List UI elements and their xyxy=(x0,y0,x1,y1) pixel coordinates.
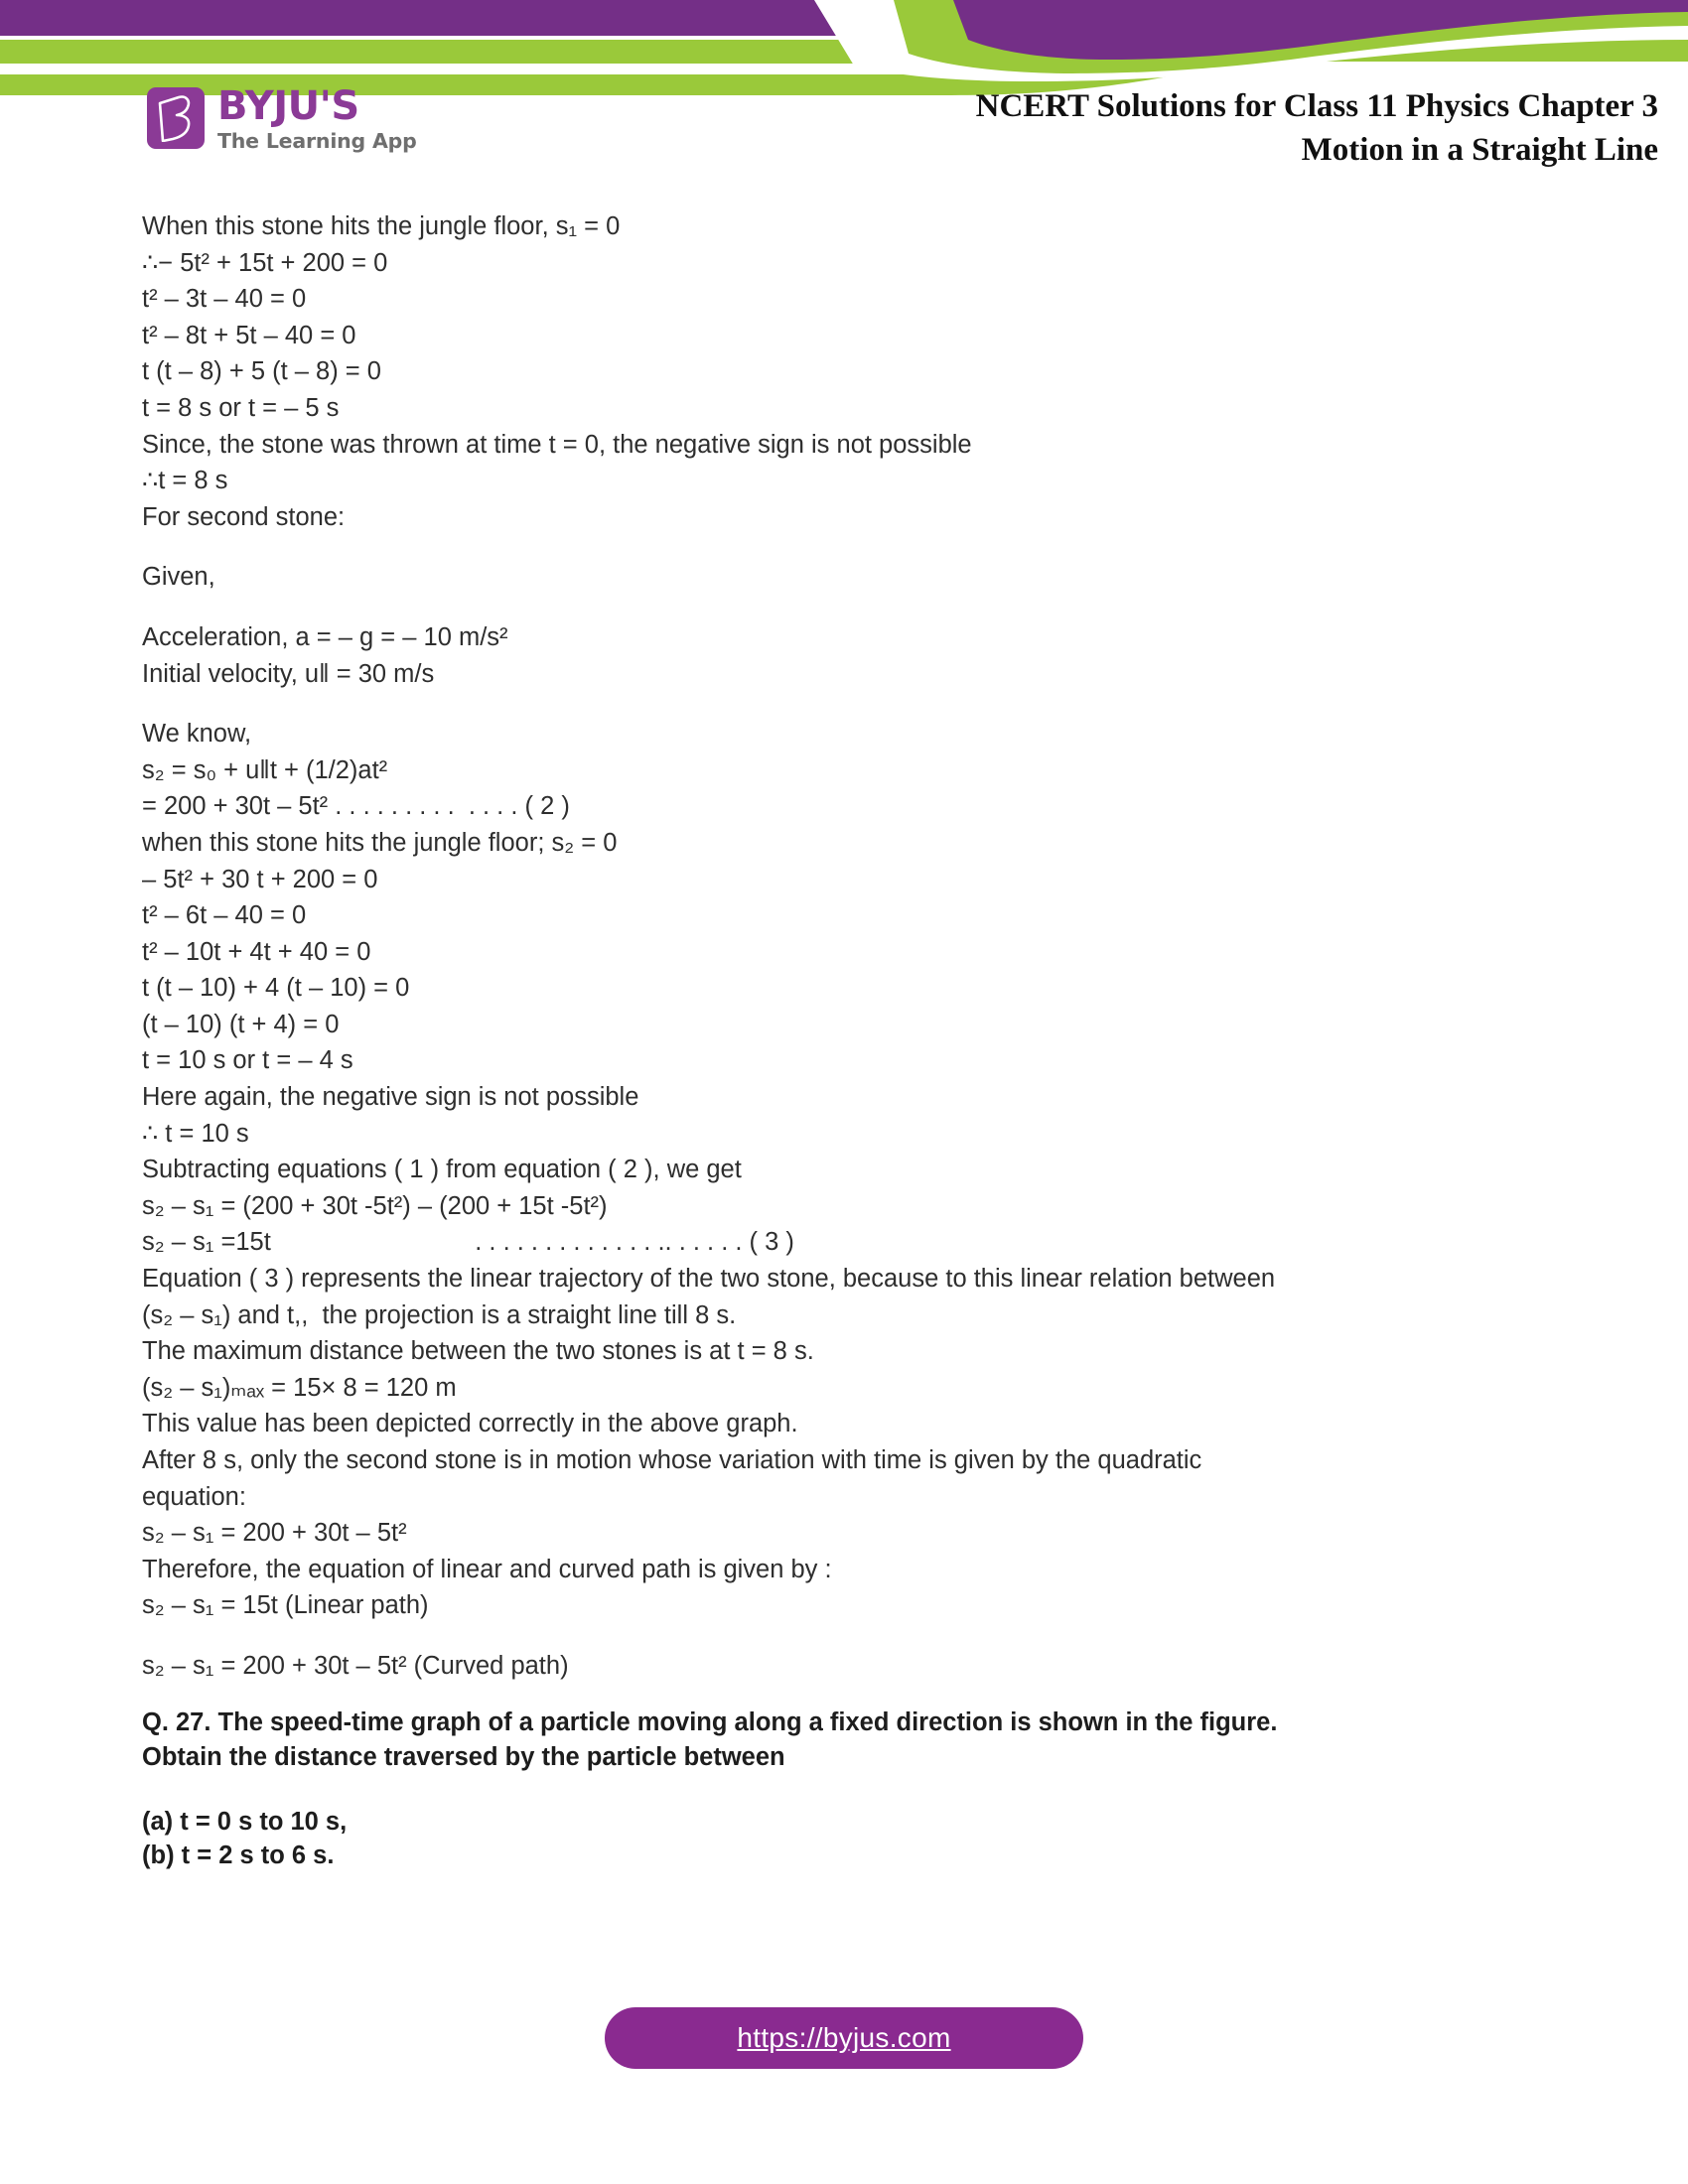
solution-line: t (t – 10) + 4 (t – 10) = 0 xyxy=(142,974,410,1003)
solution-line: equation: xyxy=(142,1482,246,1511)
solution-line: t² – 8t + 5t – 40 = 0 xyxy=(142,321,356,349)
page-title xyxy=(685,85,1658,172)
solution-line: ∴ t = 10 s xyxy=(142,1119,249,1148)
solution-line: when this stone hits the jungle floor; s₂ = 0 xyxy=(142,828,618,857)
solution-line: t² – 6t – 40 = 0 xyxy=(142,901,307,930)
solution-line: ∴t = 8 s xyxy=(142,467,228,495)
byjus-b-logo-icon xyxy=(147,87,205,149)
solution-line: t = 8 s or t = – 5 s xyxy=(142,393,340,422)
question-parts xyxy=(142,1805,1552,1872)
logo-tagline: The Learning App xyxy=(217,129,417,154)
question-block xyxy=(142,1706,1552,1872)
solution-line: t (t – 8) + 5 (t – 8) = 0 xyxy=(142,357,381,386)
solution-line: Given, xyxy=(142,563,215,592)
solution-line: (s₂ – s₁) and t,, the projection is a straight line till 8 s. xyxy=(142,1300,737,1329)
logo-wordmark: BYJU'S xyxy=(217,83,359,129)
solution-line: ∴− 5t² + 15t + 200 = 0 xyxy=(142,248,388,277)
byjus-website-link[interactable]: https://byjus.com xyxy=(605,2007,1083,2069)
page-title-line-2: Motion in a Straight Line xyxy=(1301,131,1658,168)
solution-line: Since, the stone was thrown at time t = 0, the negative sign is not possible xyxy=(142,430,972,459)
logo-b-glyph-icon xyxy=(155,94,197,142)
solution-line: s₂ = s₀ + u‖t + (1/2)at² xyxy=(142,755,388,784)
solution-line: Subtracting equations ( 1 ) from equation ( 2 ), we get xyxy=(142,1156,742,1184)
byjus-logo[interactable] xyxy=(147,83,417,154)
solution-line: For second stone: xyxy=(142,502,346,531)
solution-line: (s₂ – s₁)ₘₐₓ = 15× 8 = 120 m xyxy=(142,1373,457,1402)
solution-line: Initial velocity, u‖ = 30 m/s xyxy=(142,659,435,688)
page-header xyxy=(0,77,1688,187)
question-part-a: (a) t = 0 s to 10 s, xyxy=(142,1808,348,1836)
solution-line: t = 10 s or t = – 4 s xyxy=(142,1046,353,1075)
solution-line: We know, xyxy=(142,720,252,749)
solution-line: (t – 10) (t + 4) = 0 xyxy=(142,1010,340,1038)
question-heading-line-1: Q. 27. The speed-time graph of a particle moving along a fixed direction is shown in the figure. xyxy=(142,1708,1278,1736)
solution-line: When this stone hits the jungle floor, s₁ = 0 xyxy=(142,212,621,240)
solution-line: s₂ – s₁ = 200 + 30t – 5t² (Curved path) xyxy=(142,1651,569,1680)
question-heading xyxy=(142,1706,1552,1775)
solution-line: s₂ – s₁ = (200 + 30t -5t²) – (200 + 15t -5t²) xyxy=(142,1191,608,1220)
question-heading-line-2: Obtain the distance traversed by the particle between xyxy=(142,1743,785,1771)
solution-line: Acceleration, a = – g = – 10 m/s² xyxy=(142,622,508,651)
solution-line: This value has been depicted correctly in the above graph. xyxy=(142,1410,798,1438)
solution-line: After 8 s, only the second stone is in motion whose variation with time is given by the quadratic xyxy=(142,1446,1202,1474)
solution-body xyxy=(142,208,1552,1685)
solution-line: – 5t² + 30 t + 200 = 0 xyxy=(142,865,378,893)
solution-line: Therefore, the equation of linear and curved path is given by : xyxy=(142,1555,832,1583)
solution-line: t² – 10t + 4t + 40 = 0 xyxy=(142,937,371,966)
solution-line: t² – 3t – 40 = 0 xyxy=(142,285,307,314)
solution-line: s₂ – s₁ =15t . . . . . . . . . . . . . .. . . . . . ( 3 ) xyxy=(142,1228,794,1257)
logo-text-block xyxy=(217,83,417,154)
solution-line: s₂ – s₁ = 200 + 30t – 5t² xyxy=(142,1519,407,1548)
solution-line: Equation ( 3 ) represents the linear trajectory of the two stone, because to this linear relation between xyxy=(142,1265,1276,1294)
page-title-line-1: NCERT Solutions for Class 11 Physics Chapter 3 xyxy=(975,88,1658,124)
question-part-b: (b) t = 2 s to 6 s. xyxy=(142,1842,335,1869)
solution-line: Here again, the negative sign is not possible xyxy=(142,1083,639,1112)
solution-line: The maximum distance between the two stones is at t = 8 s. xyxy=(142,1337,814,1366)
solution-line: s₂ – s₁ = 15t (Linear path) xyxy=(142,1591,429,1620)
solution-line: = 200 + 30t – 5t² . . . . . . . . . . . . . ( 2 ) xyxy=(142,792,570,821)
